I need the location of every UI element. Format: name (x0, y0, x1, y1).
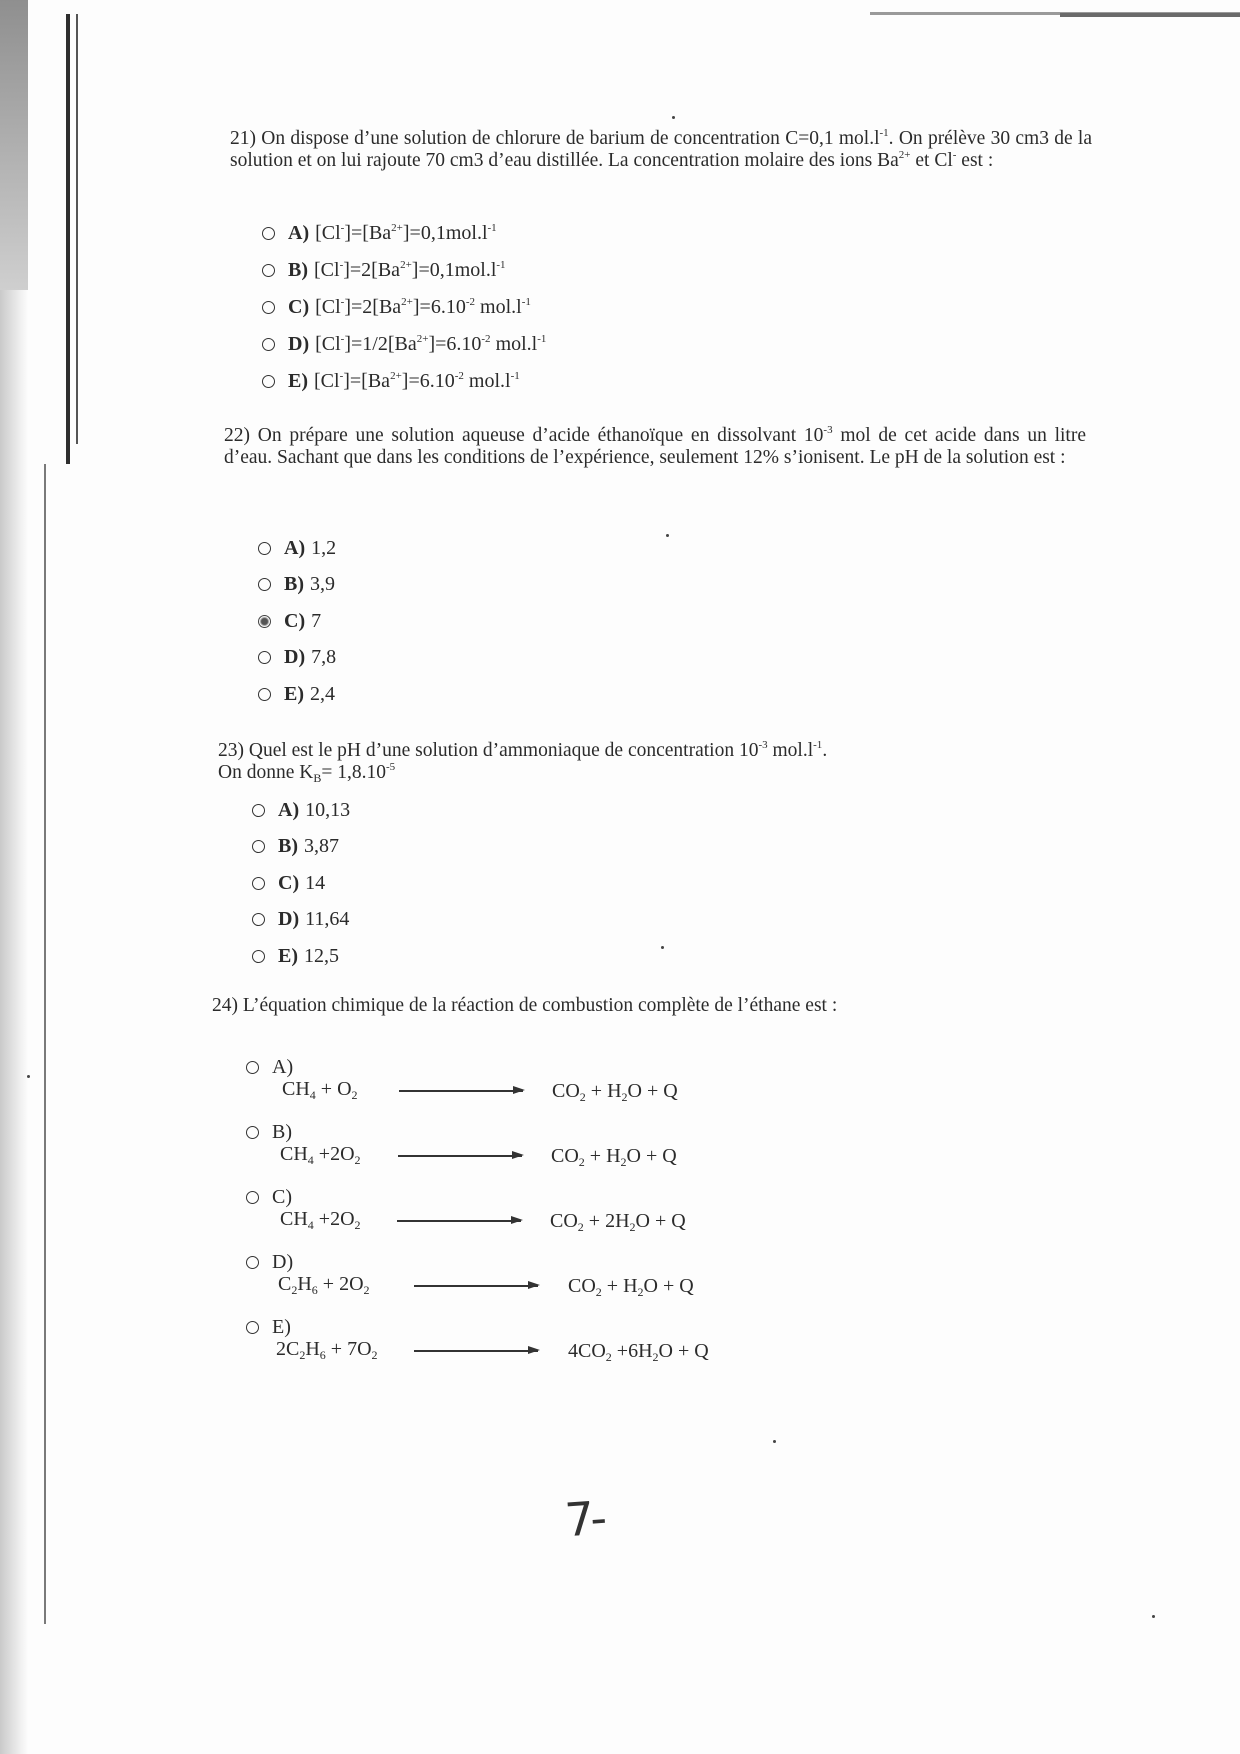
option-text: $[Cl^-]=2[Ba^{2+}]=0,1mol.l^{-1}$ (314, 259, 506, 281)
radio-button[interactable] (262, 338, 275, 351)
radio-button[interactable] (246, 1061, 259, 1074)
option-d[interactable]: D) 7,8 (258, 640, 336, 677)
question-given: On donne $K_B= 1,8.10^{-5}$ (218, 761, 396, 786)
option-text: $[Cl^-]=1/2[Ba^{2+}]=6.10^{-2}$ $mol.l^{-1}$ (315, 333, 547, 355)
radio-button[interactable] (262, 227, 275, 240)
option-c[interactable]: C) 7 (258, 603, 336, 640)
option-c[interactable]: C) 14 (252, 865, 350, 902)
option-text: 2,4 (310, 682, 335, 705)
options-list (258, 530, 336, 713)
equation-lhs: $CH_4 +2O_2$ (280, 1208, 361, 1232)
radio-button[interactable] (252, 950, 265, 963)
option-text: 7 (311, 609, 322, 632)
radio-button[interactable] (252, 804, 265, 817)
equation-lhs: $2C_2H_6 + 7O_2$ (276, 1338, 378, 1362)
option-d[interactable]: D) $[Cl^-]=1/2[Ba^{2+}]=6.10^{-2}$ $mol.l^{-1}$ (262, 326, 546, 363)
option-a[interactable]: A) 10,13 (252, 792, 350, 829)
option-a[interactable]: A) $[Cl^-]=[Ba^{2+}]=0,1mol.l^{-1}$ (262, 215, 546, 252)
radio-button[interactable] (246, 1126, 259, 1139)
options-list (252, 792, 350, 975)
radio-button[interactable] (258, 542, 271, 555)
radio-button[interactable] (262, 264, 275, 277)
radio-button[interactable] (252, 877, 265, 890)
reaction-arrow (414, 1285, 538, 1287)
equation-lhs: $CH_4 + O_2$ (282, 1078, 358, 1102)
option-b[interactable]: B) 3,87 (252, 829, 350, 866)
radio-button[interactable] (246, 1256, 259, 1269)
equation-lhs: $C_2H_6 + 2O_2$ (278, 1273, 370, 1297)
scan-shadow-corner (0, 0, 28, 290)
equation-rhs: $CO_2 + 2H_2O + Q$ (550, 1210, 686, 1234)
options-list (262, 215, 546, 400)
binding-line (44, 464, 46, 1624)
scan-top-rule (1060, 13, 1240, 17)
option-text: 3,9 (310, 573, 335, 596)
scan-speck (672, 116, 675, 119)
radio-button[interactable] (258, 578, 271, 591)
option-b[interactable]: B) 3,9 (258, 567, 336, 604)
radio-button[interactable] (258, 688, 271, 701)
question-number: 22) (224, 425, 250, 446)
equation-lhs: $CH_4 +2O_2$ (280, 1143, 361, 1167)
question-stem: 23) Quel est le pH d’une solution d’ammoniaque de concentration $10^{-3}$ $mol.l^{-1}$. (218, 739, 828, 761)
option-d[interactable]: D) $C_2H_6 + 2O_2$ $CO_2 + H_2O + Q$ (246, 1251, 766, 1316)
binding-line (66, 14, 70, 464)
reaction-arrow (414, 1350, 538, 1352)
option-a[interactable]: A) $CH_4 + O_2$ $CO_2 + H_2O + Q$ (246, 1056, 766, 1121)
reaction-arrow (398, 1155, 522, 1157)
option-d[interactable]: D) 11,64 (252, 902, 350, 939)
option-b[interactable]: B) $CH_4 +2O_2$ $CO_2 + H_2O + Q$ (246, 1121, 766, 1186)
option-e[interactable]: E) 12,5 (252, 938, 350, 975)
option-text: 14 (305, 871, 326, 894)
question-24 (212, 995, 1092, 1017)
radio-button-selected[interactable] (258, 615, 271, 628)
option-text: $[Cl^-]=2[Ba^{2+}]=6.10^{-2}$ $mol.l^{-1}$ (315, 296, 531, 318)
option-text: 12,5 (304, 944, 339, 967)
radio-button[interactable] (262, 301, 275, 314)
radio-button[interactable] (246, 1191, 259, 1204)
scan-speck (27, 1075, 30, 1078)
option-c[interactable]: C) $CH_4 +2O_2$ $CO_2 + 2H_2O + Q$ (246, 1186, 766, 1251)
option-text: 3,87 (304, 835, 339, 858)
option-b[interactable]: B) $[Cl^-]=2[Ba^{2+}]=0,1mol.l^{-1}$ (262, 252, 546, 289)
handwritten-page-mark: 7- (563, 1490, 605, 1548)
option-c[interactable]: C) $[Cl^-]=2[Ba^{2+}]=6.10^{-2}$ $mol.l^{-1}$ (262, 289, 546, 326)
radio-button[interactable] (262, 375, 275, 388)
question-21 (230, 128, 1092, 173)
radio-button[interactable] (258, 651, 271, 664)
question-number: 24) (212, 995, 238, 1016)
radio-button[interactable] (252, 913, 265, 926)
option-text: 1,2 (311, 536, 337, 559)
question-22 (224, 425, 1086, 470)
option-text: $[Cl^-]=[Ba^{2+}]=6.10^{-2}$ $mol.l^{-1}$ (314, 370, 520, 392)
scan-speck (666, 534, 669, 537)
question-stem: 21) On dispose d’une solution de chlorure de barium de concentration C=0,1 $mol.l^{-1}$. On prélève 30 cm3 de la solution et on lui rajoute 70 cm3 d’eau distillée. La concentration molaire des ions $Ba^{2+}$ et Cl- est : (230, 127, 1092, 172)
equation-rhs: $CO_2 + H_2O + Q$ (552, 1080, 678, 1104)
option-e[interactable]: E) 2,4 (258, 676, 336, 713)
equation-rhs: $4CO_2 +6H_2O + Q$ (568, 1340, 709, 1364)
question-23 (218, 740, 1098, 785)
option-text: 11,64 (305, 908, 350, 931)
equation-rhs: $CO_2 + H_2O + Q$ (551, 1145, 677, 1169)
option-text: $[Cl^-]=[Ba^{2+}]=0,1mol.l^{-1}$ (315, 222, 497, 244)
question-number: 21) (230, 128, 256, 149)
option-e[interactable]: E) $[Cl^-]=[Ba^{2+}]=6.10^{-2}$ $mol.l^{-1}$ (262, 363, 546, 400)
question-stem: 24) L’équation chimique de la réaction de combustion complète de l’éthane est : (212, 995, 838, 1016)
option-text: 7,8 (311, 646, 337, 669)
scan-speck (661, 946, 664, 949)
equation-options (246, 1056, 766, 1381)
option-e[interactable]: E) $2C_2H_6 + 7O_2$ $4CO_2 +6H_2O + Q$ (246, 1316, 766, 1381)
question-number: 23) (218, 740, 244, 761)
reaction-arrow (397, 1220, 521, 1222)
equation-rhs: $CO_2 + H_2O + Q$ (568, 1275, 694, 1299)
scan-speck (773, 1440, 776, 1443)
option-a[interactable]: A) 1,2 (258, 530, 336, 567)
scan-speck (1152, 1615, 1155, 1618)
binding-line (76, 14, 78, 444)
question-stem: 22) On prépare une solution aqueuse d’acide éthanoïque en dissolvant $10^{-3}$ mol de cet acide dans un litre d’eau. Sachant que dans les conditions de l’expérience, seulement 12% s’ionisent. Le pH de la solution est : (224, 424, 1086, 469)
option-text: 10,13 (305, 798, 351, 821)
radio-button[interactable] (246, 1321, 259, 1334)
radio-button[interactable] (252, 840, 265, 853)
reaction-arrow (399, 1090, 523, 1092)
